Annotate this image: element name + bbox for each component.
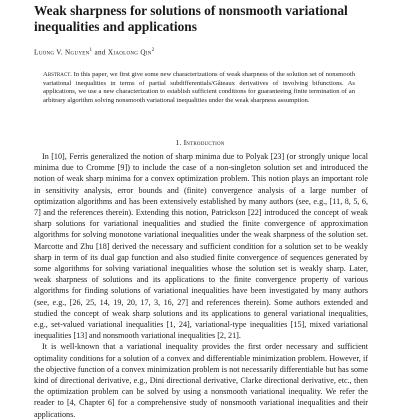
author-affiliation-mark: 2: [151, 48, 155, 53]
abstract-text: In this paper, we first give some new characterizations of weak sharpness of the solution set of nonsmooth variational inequalities in terms of partial subdifferentials/Gâteaux derivatives of involving bifunctions. As applications, we use a new characterization to establish sufficient conditions for guaranteeing finite termination of an arbitrary algorithm solving nonsmooth variational inequalities under the weak sharpness assumption.: [43, 71, 355, 104]
section-heading: [0, 138, 400, 147]
author-line: [34, 46, 374, 57]
paragraph: In [10], Ferris generalized the notion of sharp minima due to Polyak [23] (or strongly unique local minima due to Cromme [9]) to include the case of a non-singleton solution set and introduced the notion of weak sharp minima for a convex optimization problem. This notion plays an important role in sensitivity analysis, error bounds and (finite) convergence analysis of a large number of optimization algorithms and has been extensively established by many authors (see, e.g., [11, 8, 5, 6, 7] and the references therein). Extending this notion, Patrickson [22] introduced the concept of weak sharp solutions for variational inequalities and studied the finite convergence of approximation algorithms for solving monotone variational inequalities under the weak sharpness of the solution set. Marcotte and Zhu [18] derived the necessary and sufficient condition for a solution set to be weakly sharp in term of its dual gap function and also studied finite convergence of sequences generated by some algorithms for solving variational inequalities whose the solution set is weakly sharp. Later, weak sharpness of solutions and its applications to the finite convergence property of various algorithms for finding solutions of variational inequalities have been investigated by many authors (see, e.g., [26, 25, 14, 19, 20, 17, 3, 16, 27] and references therein). Some authors extended and studied the concept of weak sharp solutions and its applications to general variational inequalities, e.g., set-valued variational inequalities [1, 24], variational-type inequalities [15], mixed variational inequalities [13] and nonsmooth variational inequalities [2, 21].: [34, 152, 368, 341]
abstract-label: Abstract.: [43, 71, 72, 78]
section-title: Introduction: [183, 138, 225, 147]
abstract: [43, 71, 355, 105]
paragraph: It is well-known that a variational inequality provides the first order necessary and sufficient optimality conditions for a solution of a convex and differentiable minimization problem. However, if the objective function of a convex minimization problem is not necessarily differentiable but has some kind of directional derivative, e.g., Dini directional derivative, Clarke directional derivative, etc., then the optimization problem can be solved by using a nonsmooth variational inequality. We refer the reader to [4, Chapter 6] for a comprehensive study of nonsmooth variational inequalities and their applications.: [34, 342, 368, 419]
paper-title: Weak sharpness for solutions of nonsmooth variational inequalities and applications: [34, 3, 348, 34]
author-name: Luong V. Nguyen: [34, 48, 90, 57]
author-affiliation-mark: 1: [89, 48, 93, 53]
author-name: Xiaolong Qin: [107, 48, 152, 57]
author-separator: and: [94, 48, 106, 57]
section-number: 1.: [175, 138, 182, 147]
body-text: [34, 151, 368, 420]
